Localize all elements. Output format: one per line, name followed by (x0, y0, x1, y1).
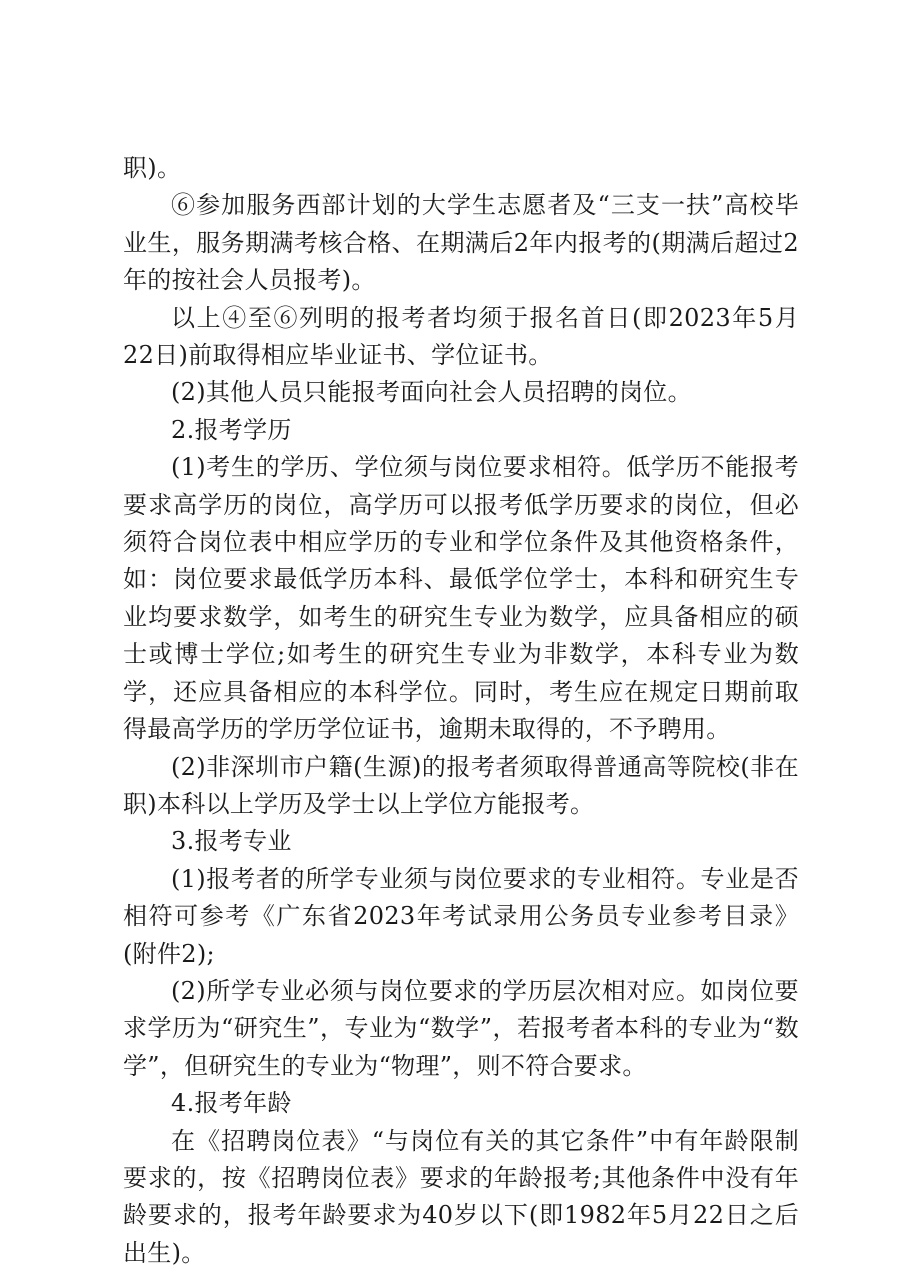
paragraph-major-match: (1)报考者的所学专业须与岗位要求的专业相符。专业是否相符可参考《广东省2023年考试录用公务员专业参考目录》(附件2); (123, 864, 799, 968)
paragraph-continuation: 职)。 (123, 154, 182, 182)
paragraph-major-level: (2)所学专业必须与岗位要求的学历层次相对应。如岗位要求学历为“研究生”，专业为“数学”，若报考者本科的专业为“数学”，但研究生的专业为“物理”，则不符合要求。 (123, 976, 799, 1080)
heading-education: 2.报考学历 (171, 415, 292, 444)
paragraph-education-requirements: (1)考生的学历、学位须与岗位要求相符。低学历不能报考要求高学历的岗位，高学历可以报考低学历要求的岗位，但必须符合岗位表中相应学历的专业和学位条件及其他资格条件，如：岗位要求最低学历本科、最低学位学士，本科和研究生专业均要求数学，如考生的研究生专业为数学，应具备相应的硕士或博士学位;如考生的研究生专业为非数学，本科专业为数学，还应具备相应的本科学位。同时，考生应在规定日期前取得最高学历的学历学位证书，逾期未取得的，不予聘用。 (123, 453, 799, 744)
paragraph-certificate-deadline: 以上④至⑥列明的报考者均须于报名首日(即2023年5月22日)前取得相应毕业证书、学位证书。 (123, 303, 799, 370)
paragraph-other-personnel: (2)其他人员只能报考面向社会人员招聘的岗位。 (171, 378, 692, 407)
paragraph-age-requirements: 在《招聘岗位表》“与岗位有关的其它条件”中有年龄限制要求的，按《招聘岗位表》要求的年龄报考;其他条件中没有年龄要求的，报考年龄要求为40岁以下(即1982年5月22日之后出生)。 (123, 1126, 799, 1267)
heading-age: 4.报考年龄 (171, 1089, 292, 1118)
paragraph-volunteer-graduates: ⑥参加服务西部计划的大学生志愿者及“三支一扶”高校毕业生，服务期满考核合格、在期满后2年内报考的(期满后超过2年的按社会人员报考)。 (123, 191, 799, 295)
paragraph-non-shenzhen-applicants: (2)非深圳市户籍(生源)的报考者须取得普通高等院校(非在职)本科以上学历及学士以上学位方能报考。 (123, 752, 799, 818)
heading-major: 3.报考专业 (171, 827, 292, 856)
document-body (123, 150, 799, 1272)
